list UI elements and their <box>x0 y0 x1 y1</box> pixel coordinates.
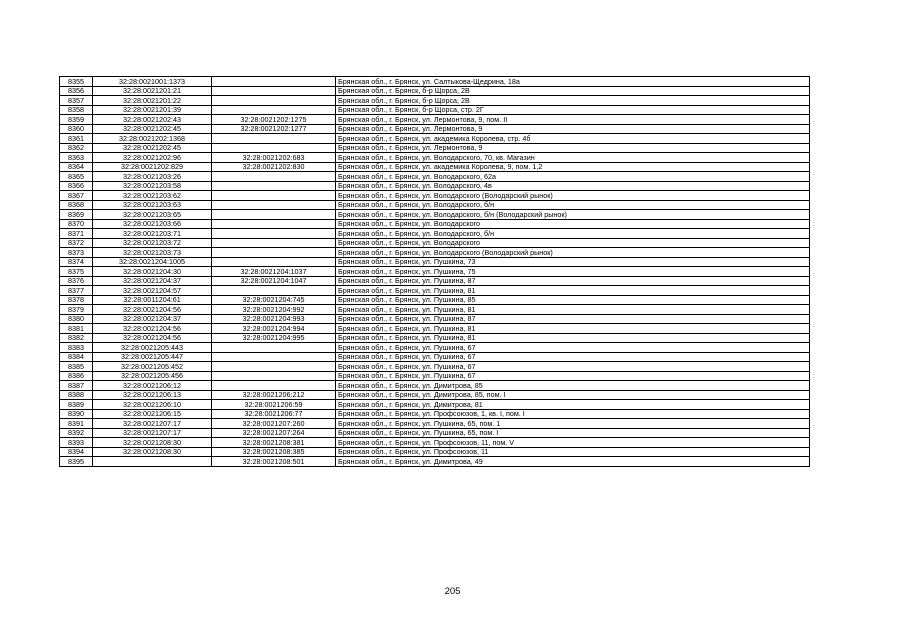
table-row <box>60 371 810 381</box>
table-row <box>60 409 810 419</box>
address-cell: Брянская обл., г. Брянск, ул. Профсоюзов, 1, кв. I, пом. I <box>336 409 810 419</box>
cadastral-number-cell: 32:28:0021201:22 <box>93 96 212 106</box>
building-number-cell: 32:28:0021202:683 <box>212 153 336 163</box>
building-number-cell: 32:28:0021204:995 <box>212 333 336 343</box>
table-row <box>60 181 810 191</box>
cadastral-number-cell: 32:28:0021208:30 <box>93 447 212 457</box>
row-number-cell: 8382 <box>60 333 93 343</box>
row-number-cell: 8389 <box>60 400 93 410</box>
cadastral-number-cell: 32:28:0021203:71 <box>93 229 212 239</box>
row-number-cell: 8373 <box>60 248 93 258</box>
address-cell: Брянская обл., г. Брянск, ул. Володарского, б/н (Володарский рынок) <box>336 210 810 220</box>
table-row <box>60 343 810 353</box>
cadastral-number-cell: 32:28:0021203:26 <box>93 172 212 182</box>
building-number-cell <box>212 286 336 296</box>
address-cell: Брянская обл., г. Брянск, ул. Володарского, б/н <box>336 200 810 210</box>
row-number-cell: 8366 <box>60 181 93 191</box>
row-number-cell: 8365 <box>60 172 93 182</box>
cadastral-number-cell: 32:28:0021207:17 <box>93 419 212 429</box>
address-cell: Брянская обл., г. Брянск, ул. Пушкина, 87 <box>336 314 810 324</box>
table-row <box>60 457 810 467</box>
cadastral-number-cell: 32:28:0021205:447 <box>93 352 212 362</box>
table-row <box>60 390 810 400</box>
cadastral-number-cell <box>93 457 212 467</box>
table-row <box>60 428 810 438</box>
table-row <box>60 238 810 248</box>
building-number-cell: 32:28:0021204:745 <box>212 295 336 305</box>
cadastral-number-cell: 32:28:0021202:43 <box>93 115 212 125</box>
row-number-cell: 8383 <box>60 343 93 353</box>
cadastral-number-cell: 32:28:0011204:61 <box>93 295 212 305</box>
row-number-cell: 8363 <box>60 153 93 163</box>
row-number-cell: 8380 <box>60 314 93 324</box>
address-cell: Брянская обл., г. Брянск, ул. Володарского (Володарский рынок) <box>336 191 810 201</box>
row-number-cell: 8385 <box>60 362 93 372</box>
cadastral-number-cell: 32:28:0021203:65 <box>93 210 212 220</box>
page-number: 205 <box>444 586 461 597</box>
table-row <box>60 96 810 106</box>
address-cell: Брянская обл., г. Брянск, ул. Володарского, б/н <box>336 229 810 239</box>
address-cell: Брянская обл., г. Брянск, ул. Пушкина, 73 <box>336 257 810 267</box>
property-table <box>59 76 810 467</box>
building-number-cell: 32:28:0021207:260 <box>212 419 336 429</box>
table-row <box>60 419 810 429</box>
row-number-cell: 8384 <box>60 352 93 362</box>
cadastral-number-cell: 32:28:0021206:15 <box>93 409 212 419</box>
address-cell: Брянская обл., г. Брянск, ул. академика Королева, 9, пом. 1,2 <box>336 162 810 172</box>
cadastral-number-cell: 32:28:0021201:39 <box>93 105 212 115</box>
cadastral-number-cell: 32:28:0021202:829 <box>93 162 212 172</box>
cadastral-number-cell: 32:28:0021203:58 <box>93 181 212 191</box>
building-number-cell: 32:28:0021202:1277 <box>212 124 336 134</box>
building-number-cell: 32:28:0021204:1047 <box>212 276 336 286</box>
table-row <box>60 105 810 115</box>
row-number-cell: 8359 <box>60 115 93 125</box>
table-row <box>60 77 810 87</box>
row-number-cell: 8387 <box>60 381 93 391</box>
building-number-cell <box>212 371 336 381</box>
cadastral-number-cell: 32:28:0021206:13 <box>93 390 212 400</box>
table-row <box>60 191 810 201</box>
cadastral-number-cell: 32:28:0021203:66 <box>93 219 212 229</box>
table-row <box>60 400 810 410</box>
address-cell: Брянская обл., г. Брянск, ул. Пушкина, 67 <box>336 352 810 362</box>
table-row <box>60 172 810 182</box>
address-cell: Брянская обл., г. Брянск, ул. Салтыкова-Щедрина, 18а <box>336 77 810 87</box>
address-cell: Брянская обл., г. Брянск, ул. Пушкина, 67 <box>336 362 810 372</box>
building-number-cell: 32:28:0021206:77 <box>212 409 336 419</box>
address-cell: Брянская обл., г. Брянск, ул. Пушкина, 85 <box>336 295 810 305</box>
table-row <box>60 134 810 144</box>
cadastral-number-cell: 32:28:0021202:1368 <box>93 134 212 144</box>
row-number-cell: 8371 <box>60 229 93 239</box>
table-row <box>60 324 810 334</box>
building-number-cell <box>212 257 336 267</box>
table-row <box>60 286 810 296</box>
table-row <box>60 86 810 96</box>
address-cell: Брянская обл., г. Брянск, ул. Пушкина, 81 <box>336 333 810 343</box>
cadastral-number-cell: 32:28:0021203:73 <box>93 248 212 258</box>
building-number-cell <box>212 172 336 182</box>
building-number-cell <box>212 210 336 220</box>
building-number-cell <box>212 143 336 153</box>
address-cell: Брянская обл., г. Брянск, ул. Лермонтова, 9 <box>336 143 810 153</box>
cadastral-number-cell: 32:28:0021202:45 <box>93 143 212 153</box>
cadastral-number-cell: 32:28:0021204:37 <box>93 314 212 324</box>
table-row <box>60 210 810 220</box>
building-number-cell: 32:28:0021204:994 <box>212 324 336 334</box>
table-row <box>60 219 810 229</box>
table-row <box>60 153 810 163</box>
building-number-cell <box>212 229 336 239</box>
table-row <box>60 200 810 210</box>
row-number-cell: 8358 <box>60 105 93 115</box>
address-cell: Брянская обл., г. Брянск, ул. Володарского (Володарский рынок) <box>336 248 810 258</box>
table-row <box>60 115 810 125</box>
cadastral-number-cell: 32:28:0021205:456 <box>93 371 212 381</box>
cadastral-number-cell: 32:28:0021203:63 <box>93 200 212 210</box>
building-number-cell: 32:28:0021207:264 <box>212 428 336 438</box>
address-cell: Брянская обл., г. Брянск, ул. Пушкина, 67 <box>336 371 810 381</box>
row-number-cell: 8362 <box>60 143 93 153</box>
cadastral-number-cell: 32:28:0021204:56 <box>93 324 212 334</box>
cadastral-number-cell: 32:28:0021204:57 <box>93 286 212 296</box>
address-cell: Брянская обл., г. Брянск, ул. Володарского <box>336 238 810 248</box>
address-cell: Брянская обл., г. Брянск, ул. Володарского <box>336 219 810 229</box>
table-row <box>60 352 810 362</box>
cadastral-number-cell: 32:28:0021201:21 <box>93 86 212 96</box>
row-number-cell: 8390 <box>60 409 93 419</box>
building-number-cell <box>212 352 336 362</box>
row-number-cell: 8376 <box>60 276 93 286</box>
table-row <box>60 305 810 315</box>
building-number-cell <box>212 96 336 106</box>
row-number-cell: 8386 <box>60 371 93 381</box>
row-number-cell: 8361 <box>60 134 93 144</box>
table-row <box>60 124 810 134</box>
cadastral-number-cell: 32:28:0021206:12 <box>93 381 212 391</box>
address-cell: Брянская обл., г. Брянск, ул. Володарского, 70, кв. Магазин <box>336 153 810 163</box>
building-number-cell <box>212 219 336 229</box>
table-row <box>60 162 810 172</box>
address-cell: Брянская обл., г. Брянск, ул. Лермонтова, 9 <box>336 124 810 134</box>
row-number-cell: 8375 <box>60 267 93 277</box>
cadastral-number-cell: 32:28:0021204:37 <box>93 276 212 286</box>
building-number-cell <box>212 181 336 191</box>
table-row <box>60 257 810 267</box>
address-cell: Брянская обл., г. Брянск, ул. Димитрова, 49 <box>336 457 810 467</box>
table-row <box>60 447 810 457</box>
row-number-cell: 8369 <box>60 210 93 220</box>
address-cell: Брянская обл., г. Брянск, б-р Щорса, 2В <box>336 96 810 106</box>
cadastral-number-cell: 32:28:0021207:17 <box>93 428 212 438</box>
row-number-cell: 8391 <box>60 419 93 429</box>
row-number-cell: 8388 <box>60 390 93 400</box>
row-number-cell: 8377 <box>60 286 93 296</box>
building-number-cell: 32:28:0021208:501 <box>212 457 336 467</box>
table-row <box>60 276 810 286</box>
building-number-cell <box>212 238 336 248</box>
building-number-cell <box>212 191 336 201</box>
table-row <box>60 267 810 277</box>
address-cell: Брянская обл., г. Брянск, ул. Володарского, 4в <box>336 181 810 191</box>
cadastral-number-cell: 32:28:0021208:30 <box>93 438 212 448</box>
row-number-cell: 8395 <box>60 457 93 467</box>
cadastral-number-cell: 32:28:0021203:72 <box>93 238 212 248</box>
row-number-cell: 8374 <box>60 257 93 267</box>
address-cell: Брянская обл., г. Брянск, ул. Пушкина, 67 <box>336 343 810 353</box>
table-row <box>60 314 810 324</box>
address-cell: Брянская обл., г. Брянск, б-р Щорса, 2В <box>336 86 810 96</box>
building-number-cell: 32:28:0021202:1275 <box>212 115 336 125</box>
address-cell: Брянская обл., г. Брянск, б-р Щорса, стр. 2Г <box>336 105 810 115</box>
address-cell: Брянская обл., г. Брянск, ул. Димитрова, 85 <box>336 381 810 391</box>
building-number-cell <box>212 343 336 353</box>
cadastral-number-cell: 32:28:0021203:62 <box>93 191 212 201</box>
cadastral-number-cell: 32:28:0021205:452 <box>93 362 212 372</box>
row-number-cell: 8368 <box>60 200 93 210</box>
row-number-cell: 8392 <box>60 428 93 438</box>
building-number-cell: 32:28:0021202:830 <box>212 162 336 172</box>
address-cell: Брянская обл., г. Брянск, ул. Пушкина, 81 <box>336 305 810 315</box>
cadastral-number-cell: 32:28:0021205:443 <box>93 343 212 353</box>
building-number-cell <box>212 200 336 210</box>
building-number-cell: 32:28:0021204:993 <box>212 314 336 324</box>
building-number-cell: 32:28:0021206:212 <box>212 390 336 400</box>
building-number-cell: 32:28:0021204:1037 <box>212 267 336 277</box>
table-row <box>60 295 810 305</box>
building-number-cell <box>212 134 336 144</box>
address-cell: Брянская обл., г. Брянск, ул. Пушкина, 65, пом. 1 <box>336 419 810 429</box>
building-number-cell: 32:28:0021204:992 <box>212 305 336 315</box>
table-row <box>60 229 810 239</box>
table-row <box>60 362 810 372</box>
address-cell: Брянская обл., г. Брянск, ул. Профсоюзов, 11 <box>336 447 810 457</box>
row-number-cell: 8381 <box>60 324 93 334</box>
row-number-cell: 8367 <box>60 191 93 201</box>
table-row <box>60 333 810 343</box>
cadastral-number-cell: 32:28:0021204:56 <box>93 333 212 343</box>
row-number-cell: 8372 <box>60 238 93 248</box>
table-row <box>60 381 810 391</box>
cadastral-number-cell: 32:28:0021202:96 <box>93 153 212 163</box>
row-number-cell: 8356 <box>60 86 93 96</box>
row-number-cell: 8360 <box>60 124 93 134</box>
table-row <box>60 248 810 258</box>
row-number-cell: 8379 <box>60 305 93 315</box>
cadastral-number-cell: 32:28:0021202:45 <box>93 124 212 134</box>
cadastral-number-cell: 32:28:0021204:30 <box>93 267 212 277</box>
building-number-cell: 32:28:0021206:59 <box>212 400 336 410</box>
cadastral-number-cell: 32:28:0021206:10 <box>93 400 212 410</box>
cadastral-number-cell: 32:28:0021001:1373 <box>93 77 212 87</box>
address-cell: Брянская обл., г. Брянск, ул. Димитрова, 81 <box>336 400 810 410</box>
row-number-cell: 8357 <box>60 96 93 106</box>
building-number-cell <box>212 86 336 96</box>
address-cell: Брянская обл., г. Брянск, ул. Володарского, 62а <box>336 172 810 182</box>
building-number-cell <box>212 248 336 258</box>
property-table-body <box>60 77 810 467</box>
address-cell: Брянская обл., г. Брянск, ул. Пушкина, 81 <box>336 324 810 334</box>
row-number-cell: 8378 <box>60 295 93 305</box>
row-number-cell: 8355 <box>60 77 93 87</box>
building-number-cell <box>212 381 336 391</box>
building-number-cell <box>212 362 336 372</box>
building-number-cell <box>212 77 336 87</box>
building-number-cell <box>212 105 336 115</box>
address-cell: Брянская обл., г. Брянск, ул. Профсоюзов, 11, пом. V <box>336 438 810 448</box>
row-number-cell: 8394 <box>60 447 93 457</box>
row-number-cell: 8393 <box>60 438 93 448</box>
address-cell: Брянская обл., г. Брянск, ул. академика Королева, стр. 4б <box>336 134 810 144</box>
row-number-cell: 8370 <box>60 219 93 229</box>
building-number-cell: 32:28:0021208:381 <box>212 438 336 448</box>
address-cell: Брянская обл., г. Брянск, ул. Димитрова, 85, пом. I <box>336 390 810 400</box>
cadastral-number-cell: 32:28:0021204:56 <box>93 305 212 315</box>
address-cell: Брянская обл., г. Брянск, ул. Пушкина, 65, пом. I <box>336 428 810 438</box>
address-cell: Брянская обл., г. Брянск, ул. Пушкина, 81 <box>336 286 810 296</box>
table-row <box>60 143 810 153</box>
row-number-cell: 8364 <box>60 162 93 172</box>
address-cell: Брянская обл., г. Брянск, ул. Пушкина, 87 <box>336 276 810 286</box>
address-cell: Брянская обл., г. Брянск, ул. Лермонтова, 9, пом. II <box>336 115 810 125</box>
cadastral-number-cell: 32:28:0021204:1005 <box>93 257 212 267</box>
address-cell: Брянская обл., г. Брянск, ул. Пушкина, 75 <box>336 267 810 277</box>
table-row <box>60 438 810 448</box>
building-number-cell: 32:28:0021208:385 <box>212 447 336 457</box>
